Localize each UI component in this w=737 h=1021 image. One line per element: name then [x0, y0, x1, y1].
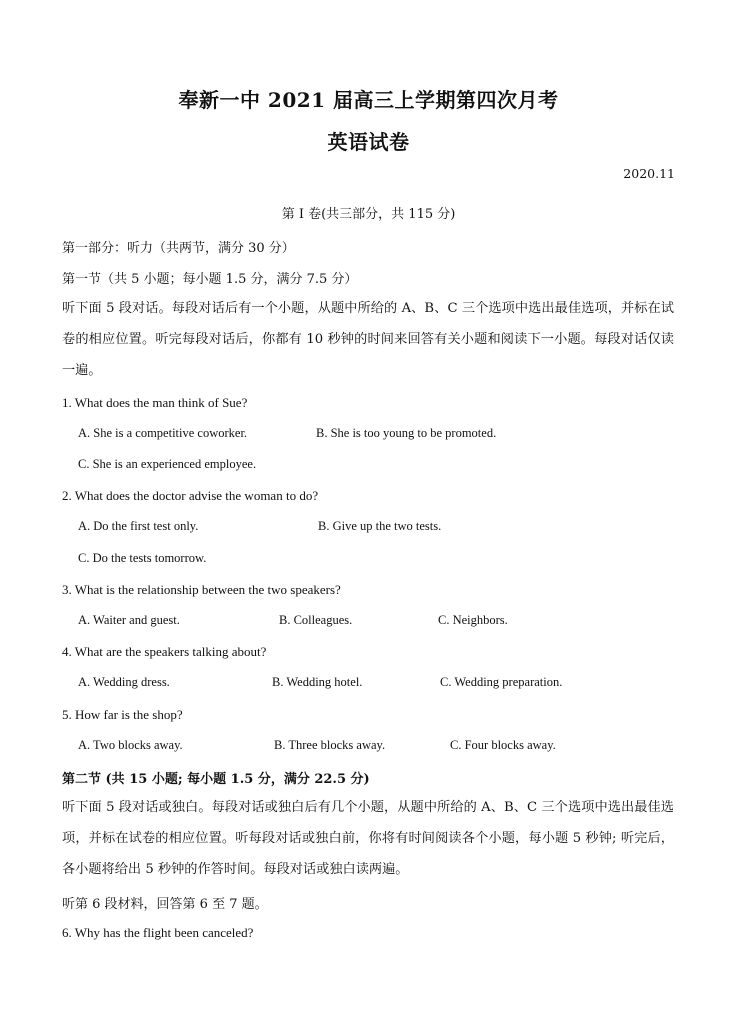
- material-6-note: 听第 6 段材料，回答第 6 至 7 题。: [62, 897, 268, 912]
- exam-date: 2020.11: [623, 166, 675, 181]
- question-3-option-a: A. Waiter and guest.: [78, 613, 180, 627]
- section1-instructions: 听下面 5 段对话。每段对话后有一个小题，从题中所给的 A、B、C 三个选项中选出最佳选项，并标在试卷的相应位置。听完每段对话后，你都有 10 秒钟的时间来回答有关小题和阅读下一小题。每段对话仅读一遍。: [62, 301, 674, 378]
- question-2-stem: 2. What does the doctor advise the woman to do?: [62, 488, 319, 503]
- question-5-stem: 5. How far is the shop?: [62, 707, 183, 722]
- section2-instructions: 听下面 5 段对话或独白。每段对话或独白后有几个小题，从题中所给的 A、B、C 三个选项中选出最佳选项，并标在试卷的相应位置。听每段对话或独白前，你将有时间阅读各个小题，每小题 5 秒钟; 听完后，各小题将给出 5 秒钟的作答时间。每段对话或独白读两遍。: [62, 800, 674, 877]
- question-3-option-c: C. Neighbors.: [438, 613, 508, 627]
- question-1-option-a: A. She is a competitive coworker.: [78, 426, 248, 440]
- exam-subtitle: 英语试卷: [327, 130, 410, 154]
- question-5-option-c: C. Four blocks away.: [450, 738, 556, 752]
- question-4-option-c: C. Wedding preparation.: [440, 675, 563, 689]
- question-4-option-a: A. Wedding dress.: [78, 675, 170, 689]
- question-2-option-b: B. Give up the two tests.: [318, 519, 442, 533]
- question-5-option-a: A. Two blocks away.: [78, 738, 183, 752]
- question-5-option-b: B. Three blocks away.: [274, 738, 386, 752]
- question-4-option-b: B. Wedding hotel.: [272, 675, 363, 689]
- exam-title: 奉新一中 2021 届高三上学期第四次月考: [178, 88, 559, 112]
- question-2-option-a: A. Do the first test only.: [78, 519, 199, 533]
- volume-heading: 第 I 卷(共三部分，共 115 分): [281, 207, 456, 222]
- part1-heading: 第一部分：听力（共两节，满分 30 分）: [62, 241, 295, 256]
- question-6-stem: 6. Why has the flight been canceled?: [62, 925, 254, 940]
- question-1-option-b: B. She is too young to be promoted.: [316, 426, 497, 440]
- question-4-stem: 4. What are the speakers talking about?: [62, 644, 267, 659]
- question-1-stem: 1. What does the man think of Sue?: [62, 395, 248, 410]
- question-2-option-c: C. Do the tests tomorrow.: [78, 551, 207, 565]
- question-3-option-b: B. Colleagues.: [279, 613, 353, 627]
- section2-heading: 第二节 (共 15 小题; 每小题 1.5 分，满分 22.5 分): [62, 772, 370, 787]
- question-1-option-c: C. She is an experienced employee.: [78, 457, 257, 471]
- question-3-stem: 3. What is the relationship between the two speakers?: [62, 582, 341, 597]
- section1-heading: 第一节（共 5 小题；每小题 1.5 分，满分 7.5 分）: [62, 272, 358, 287]
